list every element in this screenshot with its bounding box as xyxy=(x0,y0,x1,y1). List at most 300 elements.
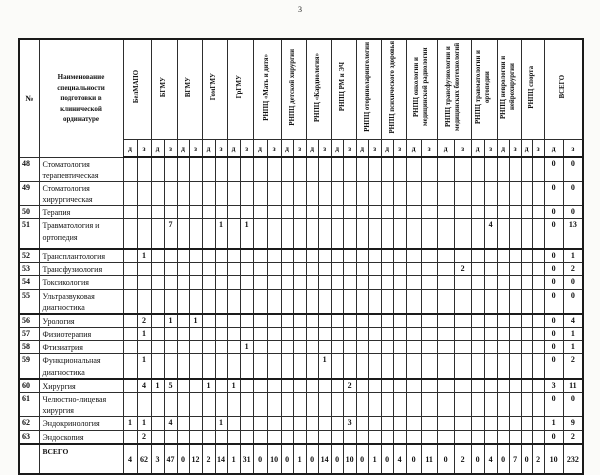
value-cell xyxy=(497,276,509,289)
value-cell xyxy=(253,430,267,444)
value-cell xyxy=(123,379,137,393)
column-header-institution xyxy=(123,39,151,140)
value-cell: 1 xyxy=(240,341,253,354)
value-cell xyxy=(509,393,521,417)
value-cell xyxy=(381,328,393,341)
value-cell xyxy=(331,341,343,354)
value-cell xyxy=(151,181,164,205)
specialty-name-cell: Хирургия xyxy=(39,379,123,393)
value-cell xyxy=(215,314,227,328)
value-cell xyxy=(240,206,253,219)
value-cell xyxy=(318,263,331,276)
value-cell xyxy=(267,417,281,430)
value-cell xyxy=(267,263,281,276)
value-cell xyxy=(343,328,356,341)
value-cell xyxy=(421,181,437,205)
value-cell xyxy=(437,289,454,314)
value-cell xyxy=(123,314,137,328)
value-cell xyxy=(281,157,293,181)
value-cell: 4 xyxy=(484,219,497,249)
specialty-name-cell: Терапия xyxy=(39,206,123,219)
value-cell xyxy=(381,206,393,219)
value-cell xyxy=(202,341,215,354)
value-cell: 0 xyxy=(544,341,563,354)
value-cell xyxy=(253,181,267,205)
column-header-institution xyxy=(151,39,177,140)
value-cell xyxy=(215,341,227,354)
row-number-cell xyxy=(19,444,39,474)
specialty-name-cell: Ультразвуковая диагностика xyxy=(39,289,123,314)
value-cell: 0 xyxy=(331,444,343,474)
value-cell xyxy=(331,430,343,444)
value-cell xyxy=(421,219,437,249)
value-cell xyxy=(240,328,253,341)
row-number-cell: 53 xyxy=(19,263,39,276)
value-cell xyxy=(509,417,521,430)
value-cell xyxy=(343,393,356,417)
value-cell xyxy=(227,157,240,181)
value-cell xyxy=(356,417,368,430)
value-cell xyxy=(497,393,509,417)
value-cell xyxy=(123,276,137,289)
value-cell xyxy=(381,393,393,417)
value-cell xyxy=(137,263,151,276)
value-cell: 0 xyxy=(544,276,563,289)
table-row xyxy=(19,276,583,289)
value-cell xyxy=(454,289,471,314)
value-cell xyxy=(177,314,189,328)
value-cell xyxy=(164,206,177,219)
value-cell xyxy=(318,276,331,289)
table-row xyxy=(19,430,583,444)
value-cell xyxy=(215,379,227,393)
value-cell xyxy=(281,417,293,430)
value-cell xyxy=(123,328,137,341)
column-header-institution xyxy=(253,39,281,140)
value-cell xyxy=(151,393,164,417)
subcolumn-header-day: д xyxy=(202,140,215,158)
value-cell xyxy=(137,276,151,289)
value-cell xyxy=(471,430,484,444)
value-cell: 0 xyxy=(563,276,583,289)
subcolumn-header-extramural: з xyxy=(164,140,177,158)
value-cell xyxy=(227,354,240,379)
subcolumn-header-extramural: з xyxy=(343,140,356,158)
vertical-header-text: ВСЕГО xyxy=(559,75,566,99)
value-cell xyxy=(454,379,471,393)
value-cell xyxy=(293,393,306,417)
value-cell: 2 xyxy=(563,263,583,276)
table-row xyxy=(19,314,583,328)
value-cell xyxy=(281,206,293,219)
value-cell: 2 xyxy=(563,354,583,379)
subcolumn-header-extramural: з xyxy=(189,140,202,158)
value-cell xyxy=(293,249,306,263)
value-cell xyxy=(393,417,406,430)
value-cell xyxy=(509,181,521,205)
value-cell xyxy=(532,430,544,444)
value-cell xyxy=(381,354,393,379)
value-cell xyxy=(331,263,343,276)
value-cell xyxy=(189,354,202,379)
value-cell xyxy=(215,328,227,341)
value-cell xyxy=(123,354,137,379)
value-cell xyxy=(356,354,368,379)
value-cell xyxy=(227,289,240,314)
value-cell xyxy=(368,341,381,354)
value-cell xyxy=(240,263,253,276)
table-row xyxy=(19,289,583,314)
value-cell xyxy=(521,430,532,444)
column-header-institution xyxy=(177,39,202,140)
value-cell xyxy=(381,341,393,354)
subcolumn-header-day: д xyxy=(544,140,563,158)
value-cell xyxy=(202,263,215,276)
value-cell xyxy=(281,393,293,417)
value-cell xyxy=(306,276,318,289)
value-cell xyxy=(306,314,318,328)
vertical-header-text: БГМУ xyxy=(159,76,167,98)
value-cell xyxy=(393,341,406,354)
subcolumn-header-extramural: з xyxy=(563,140,583,158)
table-row xyxy=(19,219,583,249)
value-cell xyxy=(281,263,293,276)
value-cell xyxy=(202,430,215,444)
value-cell xyxy=(151,341,164,354)
value-cell xyxy=(293,379,306,393)
value-cell xyxy=(331,206,343,219)
row-number-cell: 57 xyxy=(19,328,39,341)
value-cell: 0 xyxy=(437,444,454,474)
subcolumn-header-extramural: з xyxy=(532,140,544,158)
column-header-institution xyxy=(521,39,544,140)
subcolumn-header-day: д xyxy=(471,140,484,158)
value-cell xyxy=(202,354,215,379)
value-cell: 10 xyxy=(343,444,356,474)
value-cell xyxy=(471,206,484,219)
value-cell xyxy=(393,249,406,263)
value-cell xyxy=(421,354,437,379)
value-cell xyxy=(281,328,293,341)
value-cell xyxy=(267,393,281,417)
value-cell: 0 xyxy=(544,354,563,379)
specialty-name-cell: Эндокринология xyxy=(39,417,123,430)
value-cell xyxy=(484,157,497,181)
value-cell xyxy=(509,219,521,249)
value-cell xyxy=(368,157,381,181)
value-cell xyxy=(227,181,240,205)
value-cell xyxy=(521,393,532,417)
value-cell xyxy=(381,314,393,328)
table-header-row xyxy=(19,39,583,140)
specialty-name-cell: Челюстно-лицевая хирургия xyxy=(39,393,123,417)
value-cell: 0 xyxy=(544,393,563,417)
value-cell: 10 xyxy=(267,444,281,474)
subcolumn-header-day: д xyxy=(356,140,368,158)
value-cell xyxy=(509,328,521,341)
column-header-institution xyxy=(471,39,497,140)
value-cell: 0 xyxy=(563,157,583,181)
value-cell xyxy=(356,249,368,263)
vertical-header-text: РНПЦ онкологии и медицинской радиологии xyxy=(412,47,429,127)
value-cell xyxy=(454,417,471,430)
vertical-header-text: РНПЦ детской хирургии xyxy=(289,48,297,126)
value-cell: 1 xyxy=(240,219,253,249)
value-cell xyxy=(356,276,368,289)
value-cell: 4 xyxy=(563,314,583,328)
value-cell xyxy=(137,219,151,249)
specialty-name-cell: Травматология и ортопедия xyxy=(39,219,123,249)
value-cell xyxy=(240,276,253,289)
value-cell xyxy=(343,341,356,354)
value-cell xyxy=(484,249,497,263)
value-cell xyxy=(227,206,240,219)
subcolumn-header-extramural: з xyxy=(454,140,471,158)
value-cell xyxy=(177,157,189,181)
value-cell xyxy=(281,289,293,314)
value-cell xyxy=(164,289,177,314)
value-cell xyxy=(471,289,484,314)
value-cell xyxy=(240,181,253,205)
row-number-cell: 63 xyxy=(19,430,39,444)
row-number-cell: 62 xyxy=(19,417,39,430)
value-cell xyxy=(267,157,281,181)
value-cell xyxy=(137,341,151,354)
value-cell: 1 xyxy=(318,354,331,379)
value-cell xyxy=(331,157,343,181)
value-cell: 0 xyxy=(563,206,583,219)
value-cell: 5 xyxy=(164,379,177,393)
value-cell xyxy=(437,157,454,181)
value-cell: 0 xyxy=(544,263,563,276)
value-cell xyxy=(393,393,406,417)
column-header-institution xyxy=(544,39,583,140)
value-cell xyxy=(421,263,437,276)
value-cell xyxy=(164,341,177,354)
value-cell xyxy=(343,354,356,379)
value-cell xyxy=(381,379,393,393)
subcolumn-header-day: д xyxy=(227,140,240,158)
vertical-header-text: РНПЦ спорта xyxy=(528,65,536,109)
value-cell xyxy=(253,328,267,341)
subcolumn-header-day: д xyxy=(521,140,532,158)
value-cell xyxy=(381,181,393,205)
value-cell: 3 xyxy=(343,417,356,430)
value-cell xyxy=(189,328,202,341)
column-header-institution xyxy=(281,39,306,140)
value-cell xyxy=(393,181,406,205)
value-cell xyxy=(521,276,532,289)
subcolumn-header-extramural: з xyxy=(267,140,281,158)
value-cell xyxy=(471,379,484,393)
value-cell: 1 xyxy=(215,417,227,430)
value-cell xyxy=(267,249,281,263)
value-cell xyxy=(437,206,454,219)
value-cell xyxy=(253,263,267,276)
value-cell xyxy=(406,249,421,263)
value-cell: 2 xyxy=(454,444,471,474)
value-cell: 0 xyxy=(544,157,563,181)
row-number-cell: 61 xyxy=(19,393,39,417)
value-cell xyxy=(306,157,318,181)
value-cell xyxy=(177,393,189,417)
value-cell xyxy=(293,263,306,276)
value-cell xyxy=(393,328,406,341)
value-cell xyxy=(343,276,356,289)
value-cell xyxy=(267,181,281,205)
value-cell xyxy=(123,181,137,205)
value-cell xyxy=(202,314,215,328)
column-header-institution xyxy=(227,39,253,140)
value-cell xyxy=(521,289,532,314)
value-cell xyxy=(406,341,421,354)
value-cell xyxy=(331,181,343,205)
vertical-header-text: ГрГМУ xyxy=(235,75,243,99)
value-cell xyxy=(381,263,393,276)
value-cell xyxy=(281,430,293,444)
value-cell xyxy=(393,379,406,393)
value-cell: 2 xyxy=(137,430,151,444)
row-number-cell: 56 xyxy=(19,314,39,328)
subcolumn-header-extramural: з xyxy=(293,140,306,158)
value-cell: 1 xyxy=(227,379,240,393)
value-cell xyxy=(215,181,227,205)
table-row xyxy=(19,157,583,181)
table-row xyxy=(19,181,583,205)
vertical-header-text: РНПЦ «Мать и дитя» xyxy=(262,53,270,121)
value-cell xyxy=(123,157,137,181)
value-cell xyxy=(356,181,368,205)
value-cell xyxy=(177,249,189,263)
value-cell xyxy=(151,249,164,263)
value-cell xyxy=(164,354,177,379)
value-cell xyxy=(484,393,497,417)
value-cell xyxy=(368,379,381,393)
value-cell xyxy=(368,276,381,289)
value-cell xyxy=(293,341,306,354)
value-cell xyxy=(454,314,471,328)
value-cell xyxy=(454,219,471,249)
value-cell xyxy=(484,276,497,289)
value-cell xyxy=(437,263,454,276)
value-cell xyxy=(437,219,454,249)
value-cell xyxy=(189,379,202,393)
value-cell: 0 xyxy=(544,206,563,219)
value-cell xyxy=(356,379,368,393)
value-cell xyxy=(356,314,368,328)
value-cell xyxy=(331,219,343,249)
specialty-name-cell: Трансфузиология xyxy=(39,263,123,276)
value-cell xyxy=(137,157,151,181)
value-cell xyxy=(189,289,202,314)
value-cell xyxy=(532,328,544,341)
value-cell xyxy=(318,249,331,263)
value-cell xyxy=(368,289,381,314)
value-cell: 4 xyxy=(484,444,497,474)
value-cell xyxy=(521,181,532,205)
value-cell xyxy=(393,430,406,444)
value-cell xyxy=(532,276,544,289)
value-cell xyxy=(532,219,544,249)
specialty-name-cell: Физиотерапия xyxy=(39,328,123,341)
value-cell: 0 xyxy=(381,444,393,474)
value-cell xyxy=(281,249,293,263)
value-cell xyxy=(137,181,151,205)
value-cell xyxy=(253,341,267,354)
value-cell xyxy=(202,157,215,181)
value-cell: 0 xyxy=(544,181,563,205)
value-cell xyxy=(437,181,454,205)
specialty-name-cell: Трансплантология xyxy=(39,249,123,263)
value-cell xyxy=(177,354,189,379)
value-cell: 0 xyxy=(544,249,563,263)
value-cell xyxy=(356,341,368,354)
value-cell xyxy=(437,430,454,444)
value-cell xyxy=(306,263,318,276)
value-cell xyxy=(421,393,437,417)
value-cell xyxy=(532,289,544,314)
value-cell xyxy=(267,354,281,379)
value-cell xyxy=(318,206,331,219)
value-cell xyxy=(521,263,532,276)
value-cell xyxy=(240,249,253,263)
value-cell xyxy=(368,219,381,249)
value-cell xyxy=(293,328,306,341)
value-cell: 7 xyxy=(164,219,177,249)
row-number-cell: 49 xyxy=(19,181,39,205)
value-cell xyxy=(267,206,281,219)
value-cell xyxy=(368,393,381,417)
vertical-header-text: РНПЦ РМ и ЭЧ xyxy=(339,62,347,112)
value-cell: 0 xyxy=(563,181,583,205)
value-cell xyxy=(267,276,281,289)
value-cell xyxy=(227,263,240,276)
value-cell xyxy=(484,314,497,328)
value-cell xyxy=(484,341,497,354)
value-cell: 1 xyxy=(215,219,227,249)
value-cell xyxy=(306,219,318,249)
value-cell xyxy=(215,430,227,444)
subcolumn-header-day: д xyxy=(437,140,454,158)
value-cell xyxy=(177,219,189,249)
value-cell xyxy=(123,393,137,417)
value-cell xyxy=(281,341,293,354)
value-cell xyxy=(318,417,331,430)
column-header-institution xyxy=(356,39,381,140)
specialty-name-cell: Функциональная диагностика xyxy=(39,354,123,379)
value-cell xyxy=(318,328,331,341)
value-cell xyxy=(318,379,331,393)
value-cell xyxy=(484,263,497,276)
value-cell xyxy=(532,417,544,430)
value-cell xyxy=(497,289,509,314)
value-cell xyxy=(123,341,137,354)
value-cell: 1 xyxy=(123,417,137,430)
value-cell: 12 xyxy=(189,444,202,474)
value-cell xyxy=(202,206,215,219)
value-cell xyxy=(293,276,306,289)
subcolumn-header-day: д xyxy=(497,140,509,158)
value-cell xyxy=(421,379,437,393)
value-cell xyxy=(406,328,421,341)
value-cell xyxy=(521,206,532,219)
row-number-cell: 48 xyxy=(19,157,39,181)
value-cell: 0 xyxy=(356,444,368,474)
value-cell xyxy=(177,328,189,341)
value-cell: 3 xyxy=(544,379,563,393)
vertical-header-text: РНПЦ трансфузиологии и медицинских биотехнологий xyxy=(445,42,462,132)
value-cell xyxy=(202,328,215,341)
